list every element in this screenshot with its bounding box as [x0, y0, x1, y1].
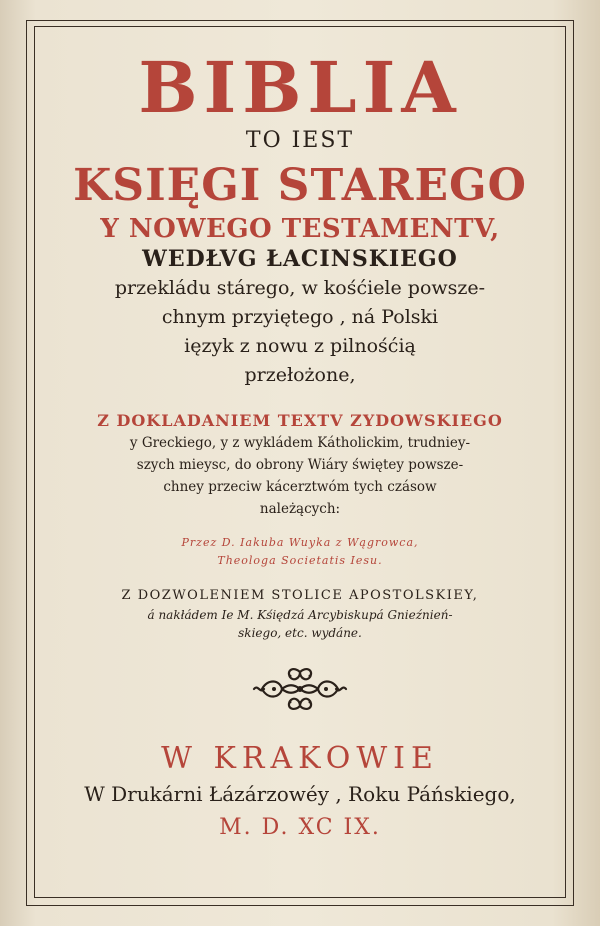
title-text-block — [40, 46, 560, 846]
imprint-year: M. D. XC IX. — [219, 815, 381, 840]
permission-heading: Z DOZWOLENIEM STOLICE APOSTOLSKIEY, — [121, 588, 479, 603]
subtitle-to-iest: TO IEST — [245, 128, 355, 153]
text-line-11: y Greckiego, y z wykládem Kátholickim, trudniey- — [129, 435, 471, 451]
imprint-city: W KRAKOWIE — [161, 741, 439, 776]
author-line-1: Przez D. Iakuba Wuyka z Wągrowca, — [181, 536, 419, 549]
heading-wedlug-lacinskiego: WEDŁVG ŁACINSKIEGO — [142, 246, 458, 272]
heading-ksiegi-starego: KSIĘGI STAREGO — [73, 160, 527, 211]
heading-nowego-testamentu: Y NOWEGO TESTAMENTV, — [100, 214, 500, 244]
main-title: BIBLIA — [138, 46, 462, 129]
fleuron-ornament-icon — [250, 664, 350, 714]
text-line-7: chnym przyiętego , ná Polski — [161, 306, 439, 328]
permission-line-2: á nakłádem Ie M. Kśiędzá Arcybiskupá Gnieźnień- — [147, 608, 453, 622]
text-line-12: szych mieysc, do obrony Wiáry świętey powsze- — [136, 457, 464, 473]
text-line-13: chney przeciw kácerztwóm tych czásow — [163, 479, 437, 495]
text-line-8: ięzyk z nowu z pilnośćią — [184, 335, 416, 357]
text-line-14: należących: — [259, 501, 341, 517]
permission-line-3: skiego, etc. wydáne. — [238, 626, 362, 640]
heading-z-dokladaniem: Z DOKLADANIEM TEXTV ZYDOWSKIEGO — [97, 411, 503, 430]
author-line-2: Theologa Societatis Iesu. — [217, 554, 383, 567]
text-line-9: przełożone, — [244, 364, 356, 386]
imprint-printer: W Drukárni Łázárzowéy , Roku Páńskiego, — [84, 782, 516, 806]
text-line-6: przekládu stárego, w kośćiele powsze- — [114, 277, 486, 299]
